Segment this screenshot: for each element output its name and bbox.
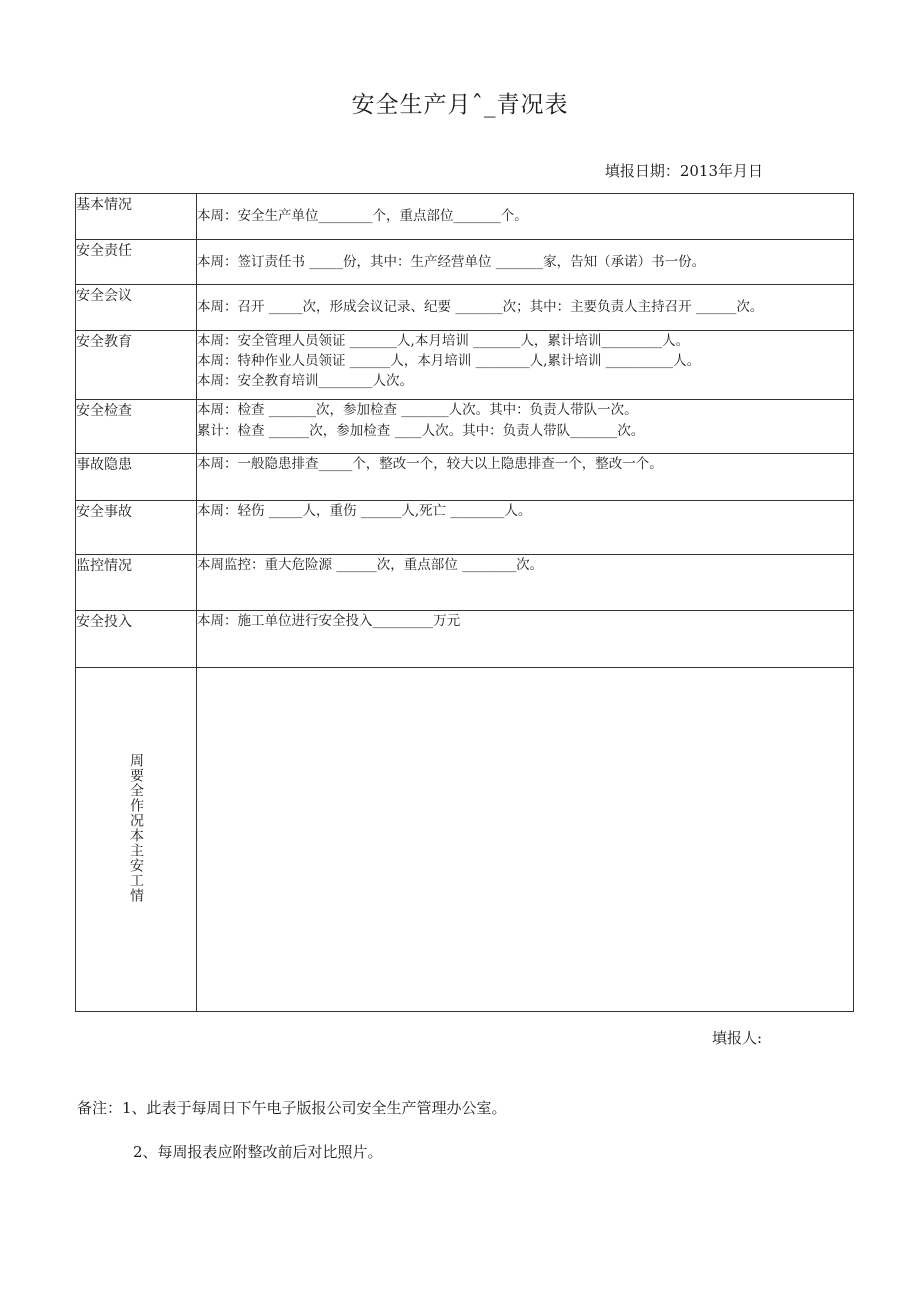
row-label: 安全事故 <box>76 501 197 555</box>
table-row <box>76 194 854 240</box>
fill-date: 填报日期：2013年月日 <box>604 162 763 180</box>
content-line: 本周：轻伤 _____人，重伤 ______人,死亡 ________人。 <box>197 503 532 519</box>
row-content <box>197 194 854 240</box>
row-content <box>197 501 854 555</box>
safety-report-table <box>75 193 854 1012</box>
row-label: 安全责任 <box>76 240 197 285</box>
row-content <box>197 240 854 285</box>
note-1: 备注：1、此表于每周日下午电子版报公司安全生产管理办公室。 <box>77 1099 507 1117</box>
summary-content[interactable] <box>197 668 854 1012</box>
content-line: 本周：检查 _______次，参加检查 _______人次。其中：负责人带队一次。 <box>197 402 638 418</box>
row-label: 安全投入 <box>76 611 197 668</box>
reporter-label: 填报人: <box>711 1029 762 1047</box>
content-line: 本周：安全管理人员领证 _______人,本月培训 _______人，累计培训_________人。 <box>197 333 690 349</box>
row-label: 安全会议 <box>76 285 197 331</box>
summary-row <box>76 668 854 1012</box>
summary-label: 周要全作况本主安工情 <box>128 753 144 903</box>
row-content <box>197 454 854 501</box>
page-title: 安全生产月ˆ_青况表 <box>351 92 569 118</box>
content-line: 累计：检查 ______次，参加检查 ____人次。其中：负责人带队_______次。 <box>197 423 645 439</box>
table-row <box>76 240 854 285</box>
table-row <box>76 555 854 611</box>
row-content <box>197 555 854 611</box>
content-line: 本周：特种作业人员领证 ______人，本月培训 ________人,累计培训 __________人。 <box>197 353 701 369</box>
content-line: 本周：施工单位进行安全投入_________万元 <box>197 613 461 629</box>
row-label: 基本情况 <box>76 194 197 240</box>
row-content <box>197 400 854 454</box>
content-line: 本周：召开 _____次，形成会议记录、纪要 _______次；其中：主要负责人主持召开 ______次。 <box>197 299 764 315</box>
row-label: 安全检查 <box>76 400 197 454</box>
row-label: 事故隐患 <box>76 454 197 501</box>
table-row <box>76 454 854 501</box>
row-content <box>197 331 854 400</box>
table-row <box>76 331 854 400</box>
row-content <box>197 611 854 668</box>
content-line: 本周：安全教育培训________人次。 <box>197 373 413 389</box>
note-2: 2、每周报表应附整改前后对比照片。 <box>133 1143 383 1161</box>
row-label: 安全教育 <box>76 331 197 400</box>
content-line: 本周：安全生产单位________个，重点部位_______个。 <box>197 208 528 224</box>
table-row <box>76 611 854 668</box>
content-line: 本周：签订责任书 _____份，其中：生产经营单位 _______家，告知（承诺）书一份。 <box>197 253 706 270</box>
row-label: 监控情况 <box>76 555 197 611</box>
content-line: 本周监控：重大危险源 ______次，重点部位 ________次。 <box>197 557 544 573</box>
table-row <box>76 400 854 454</box>
content-line: 本周：一般隐患排查_____个，整改一个，较大以上隐患排查一个，整改一个。 <box>197 456 663 472</box>
row-content <box>197 285 854 331</box>
table-row <box>76 501 854 555</box>
table-row <box>76 285 854 331</box>
summary-label-cell <box>76 668 197 1012</box>
